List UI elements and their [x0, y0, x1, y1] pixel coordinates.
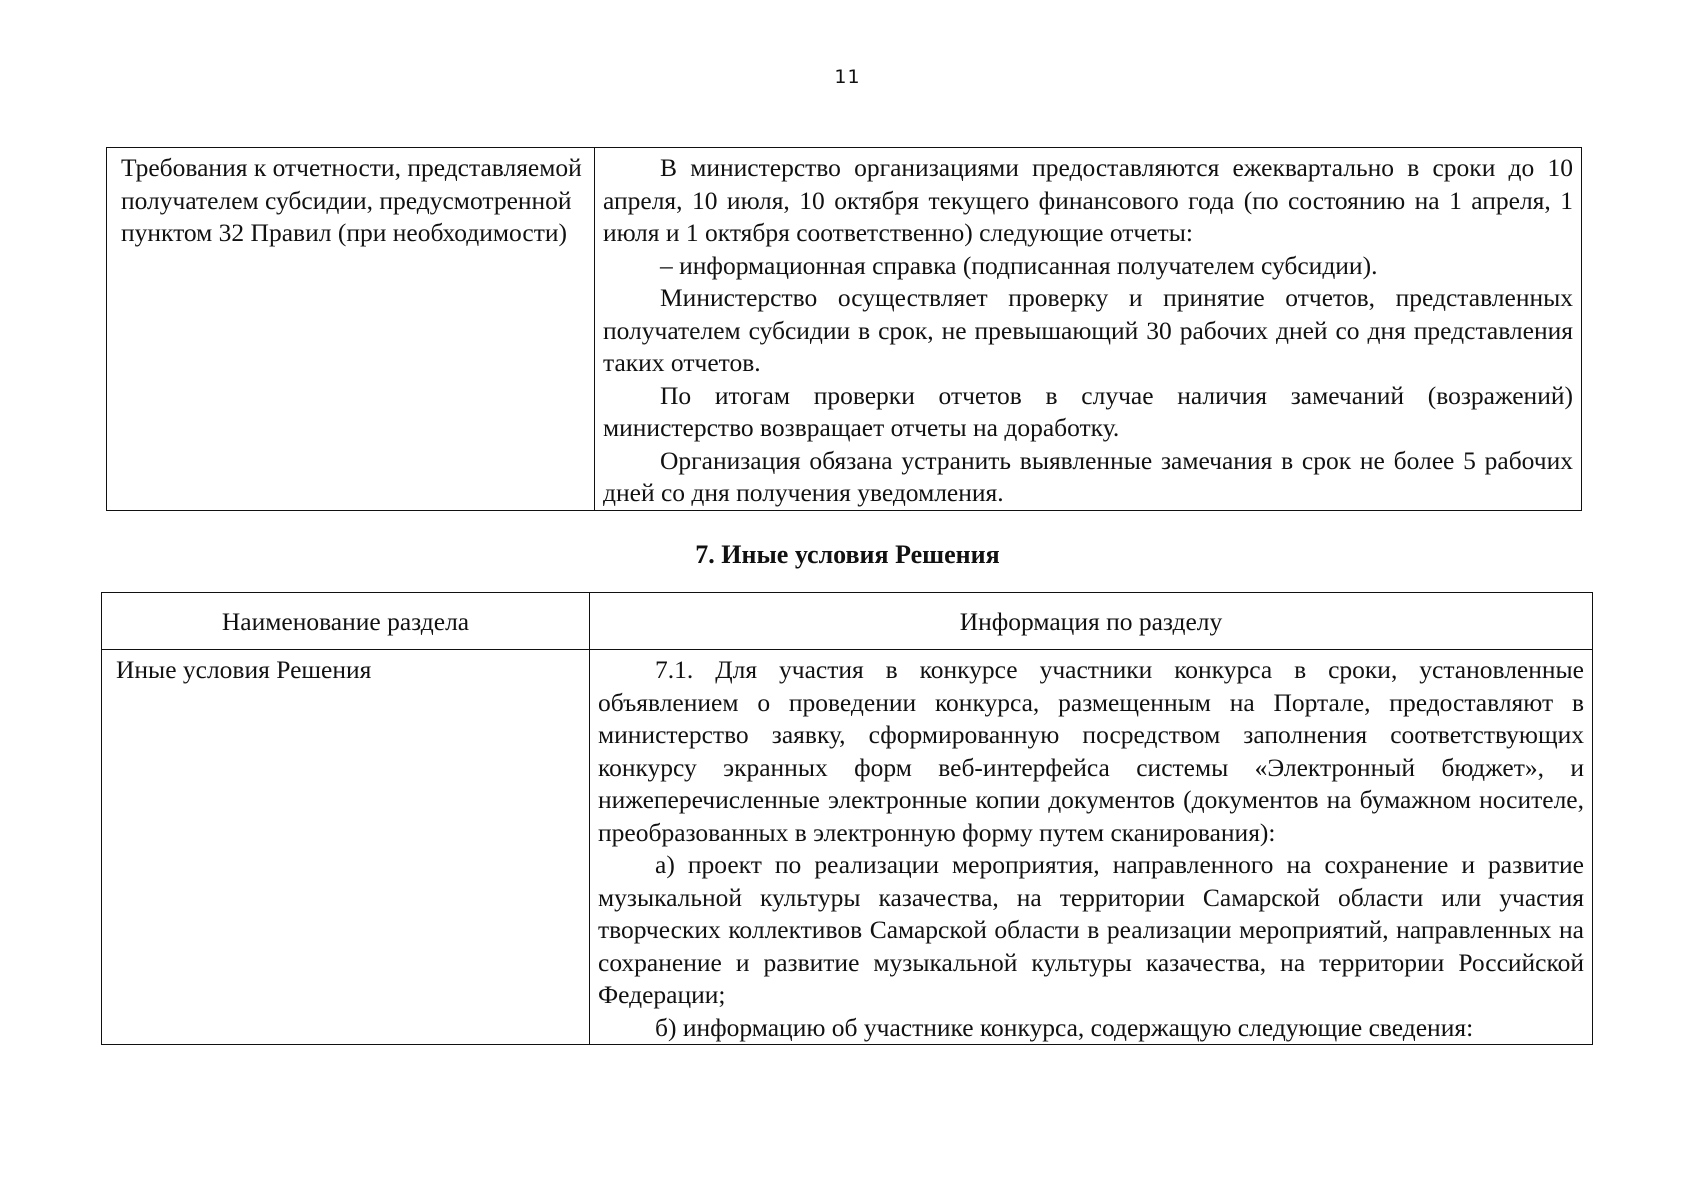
- section-title: 7. Иные условия Решения: [695, 540, 1000, 569]
- paragraph: Министерство осуществляет проверку и принятие отчетов, представленных получателем субсидии в срок, не превышающий 30 рабочих дней со дня представления таких отчетов.: [603, 283, 1573, 377]
- paragraph: В министерство организациями предоставляются ежеквартально в сроки до 10 апреля, 10 июля, 10 октября текущего финансового года (по состоянию на 1 апреля, 1 июля и 1 октября соответственно) следующие отчеты:: [603, 153, 1573, 247]
- table-header-row: [102, 593, 1593, 650]
- section-name-cell: Требования к отчетности, представляемой получателем субсидии, предусмотренной пунктом 32 Правил (при необходимости): [107, 148, 595, 511]
- table-row: [107, 148, 1582, 511]
- paragraph: – информационная справка (подписанная получателем субсидии).: [660, 250, 1378, 280]
- column-header-section-name: Наименование раздела: [102, 593, 590, 650]
- paragraph: Организация обязана устранить выявленные замечания в срок не более 5 рабочих дней со дня получения уведомления.: [603, 445, 1573, 507]
- section-name-cell: Иные условия Решения: [102, 650, 590, 1045]
- paragraph: а) проект по реализации мероприятия, направленного на сохранение и развитие музыкальной культуры казачества, на территории Самарской области или участия творческих коллективов Самарской области в реализации мероприятий, направленных на сохранение и развитие музыкальной культуры казачества, на территории Российской Федерации;: [598, 850, 1584, 1009]
- column-header-section-info: Информация по разделу: [590, 593, 1593, 650]
- section-info-cell: [595, 148, 1582, 511]
- paragraph: б) информацию об участнике конкурса, содержащую следующие сведения:: [655, 1012, 1474, 1042]
- paragraph: По итогам проверки отчетов в случае наличия замечаний (возражений) министерство возвращает отчеты на доработку.: [603, 380, 1573, 442]
- page-number: 11: [834, 66, 861, 88]
- paragraph: 7.1. Для участия в конкурсе участники конкурса в сроки, установленные объявлением о проведении конкурса, размещенным на Портале, предоставляют в министерство заявку, сформированную посредством заполнения соответствующих конкурсу экранных форм веб-интерфейса системы «Электронный бюджет», и нижеперечисленные электронные копии документов (документов на бумажном носителе, преобразованных в электронную форму путем сканирования):: [598, 655, 1584, 847]
- section-info-cell: [590, 650, 1593, 1045]
- other-conditions-table: [101, 592, 1593, 1045]
- table-row: [102, 650, 1593, 1045]
- reporting-requirements-table: [106, 147, 1582, 511]
